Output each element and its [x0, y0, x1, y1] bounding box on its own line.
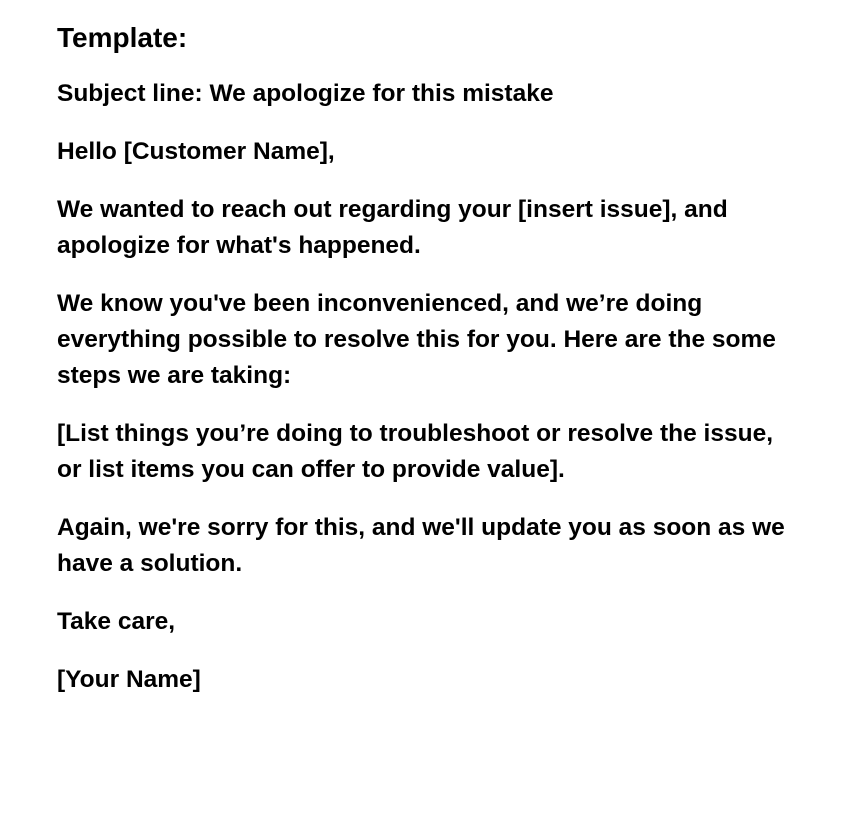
- signature: [Your Name]: [57, 666, 201, 693]
- template-title: Template:: [57, 22, 188, 53]
- closing: Take care,: [57, 608, 176, 635]
- body-paragraph-apology: We wanted to reach out regarding your [insert issue], and apologize for what's happened.: [57, 196, 728, 259]
- subject-line: Subject line: We apologize for this mistake: [57, 80, 554, 107]
- body-paragraph-steps: We know you've been inconvenienced, and we’re doing everything possible to resolve this for you. Here are the some steps we are taking:: [57, 290, 776, 389]
- body-paragraph-list: [List things you’re doing to troubleshoot or resolve the issue, or list items you can offer to provide value].: [57, 420, 774, 483]
- email-template-document: [57, 18, 787, 720]
- body-paragraph-update: Again, we're sorry for this, and we'll update you as soon as we have a solution.: [57, 514, 785, 577]
- greeting: Hello [Customer Name],: [57, 138, 335, 165]
